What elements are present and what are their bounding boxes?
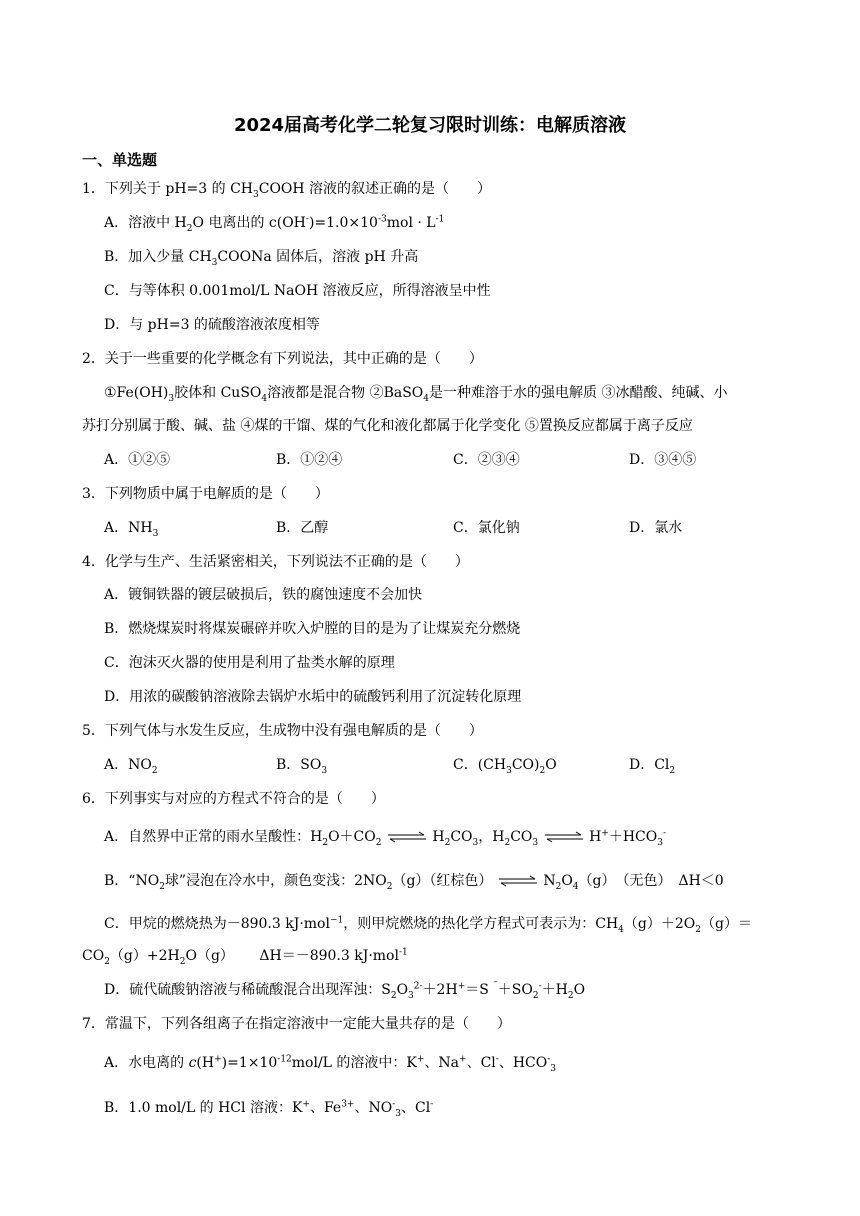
question-2-option-c: C．②③④ (453, 452, 520, 468)
question-4-option-b: B．燃烧煤炭时将煤炭碾碎并吹入炉膛的目的是为了让煤炭充分燃烧 (104, 621, 521, 637)
question-3-option-b: B．乙醇 (276, 520, 329, 536)
question-5-option-c: C．$(CH_3CO)_2O$ (453, 757, 557, 776)
question-3-stem: 3．下列物质中属于电解质的是（ ） (82, 486, 329, 502)
question-6-option-c-line-2: $CO_2(g)+2H_2O(g)$ ΔH＝－890.3 kJ·mol$^{-1}$ (82, 947, 408, 967)
equilibrium-arrow-icon (386, 831, 428, 843)
question-6-stem: 6．下列事实与对应的方程式不符合的是（ ） (82, 791, 385, 807)
question-2-option-d: D．③④⑤ (629, 452, 697, 468)
question-2-stem: 2．关于一些重要的化学概念有下列说法，其中正确的是（ ） (82, 351, 483, 367)
question-7-option-b: B．1.0 mol/L 的 HCl 溶液：K+、$Fe^{3+}$、$NO^-_3$、Cl- (104, 1099, 434, 1119)
question-6-option-d: D．硫代硫酸钠溶液与稀硫酸混合出现浑浊：$S_2O_3^{2-}+2H^+=S$ $^¯+SO_2^-+H_2O$ (104, 981, 586, 1001)
question-3-option-d: D．氯水 (629, 520, 683, 536)
question-4-option-d: D．用浓的碳酸钠溶液除去锅炉水垢中的硫酸钙利用了沉淀转化原理 (104, 689, 522, 705)
question-5-stem: 5．下列气体与水发生反应，生成物中没有强电解质的是（ ） (82, 723, 483, 739)
question-2-statements-line-1: $①Fe(OH)_3$胶体和 CuSO$_4$溶液都是混合物 ②BaSO$_4$是一种难溶于水的强电解质 ③冰醋酸、纯碱、小 (104, 385, 728, 404)
question-4-stem: 4．化学与生产、生活紧密相关，下列说法不正确的是（ ） (82, 554, 469, 570)
question-5-option-b: B．$SO_3$ (276, 757, 328, 776)
question-2-option-a: A．①②⑤ (104, 452, 171, 468)
question-1-stem: 1．下列关于 pH=3 的 $CH_3COOH$ 溶液的叙述正确的是（ ） (82, 181, 492, 200)
question-5-option-d: D．$Cl_2$ (629, 757, 676, 776)
document-title: 2024届高考化学二轮复习限时训练：电解质溶液 (233, 115, 627, 136)
equilibrium-arrow-icon (497, 875, 539, 887)
question-2-option-b: B．①②④ (276, 452, 343, 468)
question-5-option-a: A．$NO_2$ (104, 757, 158, 776)
question-1-option-c: C．与等体积 0.001mol/L NaOH 溶液反应，所得溶液呈中性 (104, 283, 491, 299)
question-6-option-b: B．“$NO_2$球”浸泡在冷水中，颜色变浅：$2NO_2(g)$（红棕色） $N_2O_4(g)$ （无色） ΔH＜0 (104, 873, 724, 892)
question-2-statements-line-2: 苏打分别属于酸、碱、盐 ④煤的干馏、煤的气化和液化都属于化学变化 ⑤置换反应都属于离子反应 (82, 418, 693, 434)
equilibrium-arrow-icon (543, 831, 585, 843)
question-1-option-a: A．溶液中 $H_2O$ 电离出的 $c(OH^-)=1.0\times 10^{-3}mol \cdot L^{-1}$ (104, 214, 445, 234)
question-4-option-c: C．泡沫灭火器的使用是利用了盐类水解的原理 (104, 655, 395, 671)
question-1-option-b: B．加入少量 $CH_3COONa$ 固体后，溶液 pH 升高 (104, 249, 419, 268)
question-4-option-a: A．镀铜铁器的镀层破损后，铁的腐蚀速度不会加快 (104, 587, 423, 603)
question-3-option-a: A．$NH_3$ (104, 520, 159, 539)
question-6-option-a: A．自然界中正常的雨水呈酸性：$H_2O+CO_2$ $H_2CO_3$，$H_2CO_3$ $H^++HCO_3^-$ (104, 828, 667, 848)
question-7-stem: 7．常温下，下列各组离子在指定溶液中一定能大量共存的是（ ） (82, 1016, 511, 1032)
question-1-option-d: D．与 pH=3 的硫酸溶液浓度相等 (104, 317, 320, 333)
question-7-option-a: A．水电离的 $c(H^+)=1\times 10^{-12}mol/L$ 的溶液中：K+、Na+、Cl-、$HCO^-_3$ (104, 1054, 557, 1074)
section-heading: 一、单选题 (82, 151, 158, 169)
question-3-option-c: C．氯化钠 (453, 520, 520, 536)
question-6-option-c-line-1: C．甲烷的燃烧热为－890.3 kJ·mol$^{-1}$，则甲烷燃烧的热化学方程式可表示为：$CH_4(g)+2O_2(g)=$ (104, 915, 752, 935)
